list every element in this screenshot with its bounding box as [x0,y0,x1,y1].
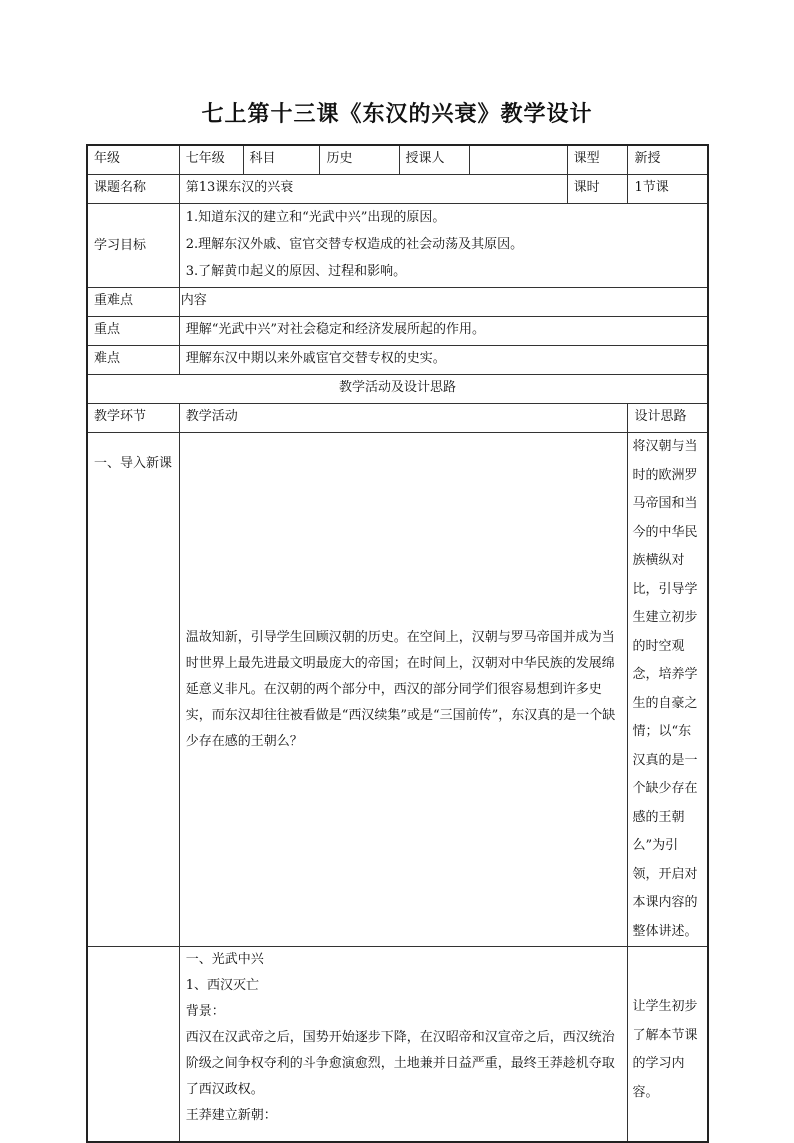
teacher-value [470,145,567,175]
background-text: 西汉在汉武帝之后，国势开始逐步下降，在汉昭帝和汉宣帝之后，西汉统治阶级之间争权夺利的斗争愈演愈烈，土地兼并日益严重，最终王莽趁机夺取了西汉政权。 [185,1030,615,1097]
goal-item: 1.知道东汉的建立和“光武中兴”出现的原因。 [185,210,446,225]
goals-content [179,204,708,288]
info-row [87,145,708,175]
teacher-label: 授课人 [399,145,470,175]
key-header-label: 重难点 [87,288,179,317]
lesson-type-label: 课型 [567,145,628,175]
lesson-plan-table [86,144,709,1143]
goals-row [87,204,708,288]
topic-label: 课题名称 [87,175,179,204]
activity-header-row [87,404,708,433]
topic-row [87,175,708,204]
section1-activity [179,947,628,1142]
lesson-type-value: 新授 [628,145,708,175]
document-title: 七上第十三课《东汉的兴衰》教学设计 [201,101,593,127]
section-title-row [87,375,708,404]
background-label: 背景： [185,1004,225,1019]
subject-label: 科目 [243,145,320,175]
topic-value: 第13课东汉的兴衰 [179,175,567,204]
goal-item: 3.了解黄巾起义的原因、过程和影响。 [185,264,407,279]
key-header-value: 内容 [179,288,708,317]
section1-row [87,947,708,1142]
goals-label: 学习目标 [87,204,179,288]
new-dynasty-label: 王莽建立新朝： [185,1108,277,1123]
grade-label: 年级 [87,145,179,175]
key-point-label: 重点 [87,317,179,346]
design-header: 设计思路 [628,404,708,433]
stage-header: 教学环节 [87,404,179,433]
section-title: 教学活动及设计思路 [87,375,708,404]
intro-design: 将汉朝与当时的欧洲罗马帝国和当今的中华民族横纵对比，引导学生建立初步的时空观念，培养学生的自豪之情；以“东汉真的是一个缺少存在感的王朝么”为引领，开启对本课内容的整体讲述。 [628,433,708,947]
difficulty-value: 理解东汉中期以来外戚宦官交替专权的史实。 [179,346,708,375]
difficulty-row [87,346,708,375]
period-value: 1节课 [628,175,708,204]
section1-heading: 一、光武中兴 [185,952,264,967]
section1-stage [87,947,179,1142]
section1-design: 让学生初步了解本节课的学习内容。 [628,947,708,1142]
goal-item: 2.理解东汉外戚、宦官交替专权造成的社会动荡及其原因。 [185,237,524,252]
intro-stage: 一、导入新课 [87,433,179,947]
period-label: 课时 [567,175,628,204]
key-point-row [87,317,708,346]
difficulty-label: 难点 [87,346,179,375]
intro-row [87,433,708,947]
subject-value: 历史 [320,145,399,175]
activity-header: 教学活动 [179,404,628,433]
section1-subheading: 1、西汉灭亡 [185,978,259,993]
intro-activity: 温故知新，引导学生回顾汉朝的历史。在空间上，汉朝与罗马帝国并成为当时世界上最先进最文明最庞大的帝国；在时间上，汉朝对中华民族的发展绵延意义非凡。在汉朝的两个部分中，西汉的部分同学们很容易想到许多史实，而东汉却往往被看做是“西汉续集”或是“三国前传”，东汉真的是一个缺少存在感的王朝么？ [179,433,628,947]
grade-value: 七年级 [179,145,243,175]
key-point-value: 理解“光武中兴”对社会稳定和经济发展所起的作用。 [179,317,708,346]
key-header-row [87,288,708,317]
